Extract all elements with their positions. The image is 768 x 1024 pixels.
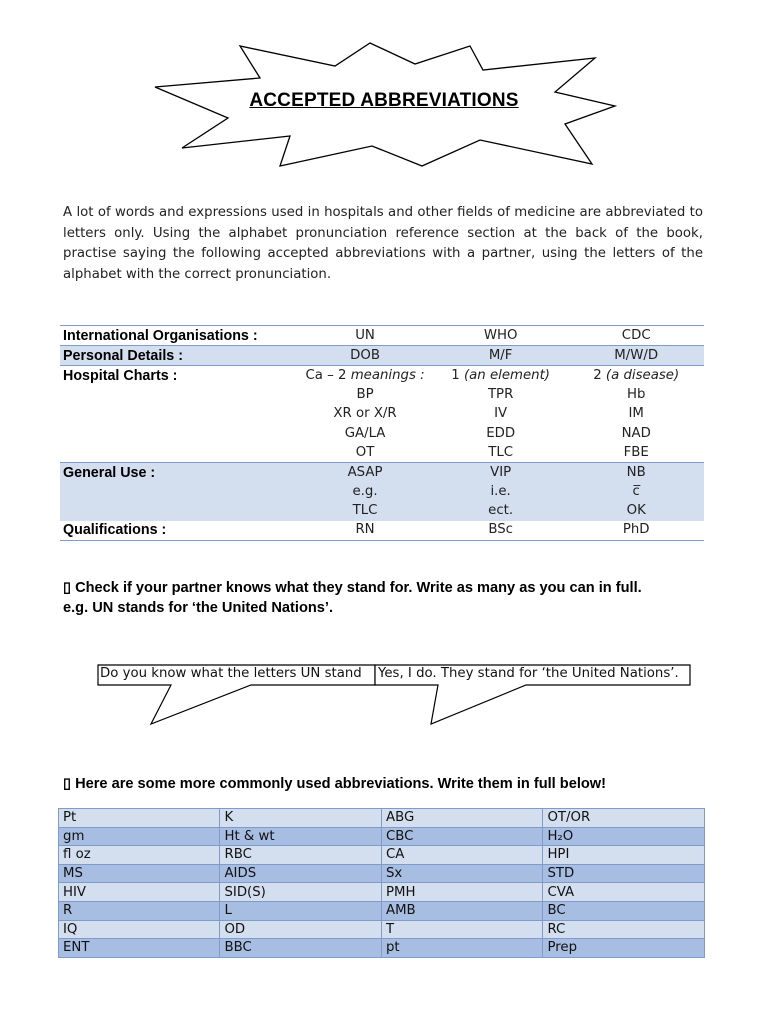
abbreviation-cell: ASAP <box>297 463 433 483</box>
table-row <box>60 483 704 502</box>
page-title: ACCEPTED ABBREVIATIONS <box>249 90 519 111</box>
abbreviation-cell: BBC <box>220 939 382 958</box>
abbreviation-cell: OK <box>568 502 704 521</box>
abbreviation-cell: OT <box>355 444 375 460</box>
abbreviation-cell: i.e. <box>433 483 569 502</box>
abbreviation-text: 2 <box>593 367 602 383</box>
abbreviation-cell: STD <box>543 864 705 883</box>
table-row <box>59 901 705 920</box>
abbreviation-cell: RN <box>297 521 433 541</box>
table-row <box>59 883 705 902</box>
instruction-more-abbreviations <box>63 774 723 794</box>
abbreviation-cell: NB <box>568 463 704 483</box>
abbreviation-note: meanings : <box>346 367 425 383</box>
abbreviation-cell: UN <box>297 326 433 346</box>
abbreviation-cell: fl oz <box>59 846 220 865</box>
table-row <box>59 827 705 846</box>
abbreviation-cell: R <box>59 901 220 920</box>
abbreviation-cell: ENT <box>59 939 220 958</box>
abbreviation-cell: WHO <box>433 326 569 346</box>
accepted-abbreviations-table <box>60 325 704 541</box>
table-row <box>59 809 705 828</box>
abbreviation-cell: PhD <box>568 521 704 541</box>
category-label <box>60 405 297 424</box>
table-row <box>60 405 704 424</box>
abbreviation-cell: CVA <box>543 883 705 902</box>
abbreviation-text: Ca – 2 <box>305 367 347 383</box>
abbreviation-cell: HPI <box>543 846 705 865</box>
abbreviation-cell: IM <box>628 406 644 422</box>
category-label: International Organisations : <box>60 326 297 346</box>
abbreviation-cell: K <box>220 809 382 828</box>
abbreviation-cell: c̅ <box>568 483 704 502</box>
abbreviation-cell: pt <box>381 939 542 958</box>
category-label <box>60 443 297 463</box>
abbreviation-cell <box>433 366 569 386</box>
abbreviation-cell: IQ <box>59 920 220 939</box>
common-abbreviations-table <box>58 808 705 958</box>
abbreviation-cell: EDD <box>486 425 516 441</box>
abbreviation-cell: XR or X/R <box>333 406 397 422</box>
abbreviation-cell: TLC <box>297 502 433 521</box>
table-row <box>60 521 704 541</box>
abbreviation-cell: BSc <box>433 521 569 541</box>
table-row <box>60 424 704 443</box>
abbreviation-cell: TLC <box>488 444 514 460</box>
table-row <box>59 920 705 939</box>
table-row <box>60 386 704 405</box>
abbreviation-cell: AIDS <box>220 864 382 883</box>
abbreviation-cell: IV <box>494 406 508 422</box>
abbreviation-cell: Pt <box>59 809 220 828</box>
abbreviation-cell: ect. <box>433 502 569 521</box>
abbreviation-cell: CA <box>381 846 542 865</box>
category-label: General Use : <box>60 463 297 483</box>
table-row <box>59 846 705 865</box>
abbreviation-cell: DOB <box>297 346 433 366</box>
abbreviation-cell: L <box>220 901 382 920</box>
abbreviation-cell: PMH <box>381 883 542 902</box>
abbreviation-cell <box>297 366 433 386</box>
abbreviation-note: (an element) <box>459 367 550 383</box>
category-label <box>60 483 297 502</box>
abbreviation-cell: Hb <box>626 387 646 403</box>
table-row <box>60 346 704 366</box>
abbreviation-note: (a disease) <box>601 367 680 383</box>
abbreviation-cell: M/W/D <box>568 346 704 366</box>
speech-bubble-answer: Yes, I do. They stand for ‘the United Nations’. <box>378 666 679 681</box>
abbreviation-cell: Ht & wt <box>220 827 382 846</box>
abbreviation-cell: OD <box>220 920 382 939</box>
category-label <box>60 502 297 521</box>
abbreviation-cell: e.g. <box>297 483 433 502</box>
abbreviation-cell: CDC <box>568 326 704 346</box>
abbreviation-cell: OT/OR <box>543 809 705 828</box>
abbreviation-cell: CBC <box>381 827 542 846</box>
intro-paragraph: A lot of words and expressions used in hospitals and other fields of medicine are abbreviated to letters only. Using the alphabet pronunciation reference section at the back of the book, practise saying the following accepted abbreviations with a partner, using the letters of the alphabet with the correct pronunciation. <box>63 205 703 282</box>
table-row <box>59 864 705 883</box>
instruction-check-partner <box>63 578 723 618</box>
abbreviation-cell: RBC <box>220 846 382 865</box>
abbreviation-cell: VIP <box>433 463 569 483</box>
table-row <box>60 463 704 483</box>
abbreviation-text: 1 <box>451 367 460 383</box>
bullet-box-icon: ▯ <box>63 580 72 596</box>
abbreviation-cell: gm <box>59 827 220 846</box>
table-row <box>59 939 705 958</box>
abbreviation-cell: Sx <box>381 864 542 883</box>
table-row <box>60 443 704 463</box>
instruction-text: Here are some more commonly used abbreviations. Write them in full below! <box>71 776 606 792</box>
category-label: Hospital Charts : <box>60 366 297 386</box>
abbreviation-cell: ABG <box>381 809 542 828</box>
abbreviation-cell: H₂O <box>543 827 705 846</box>
abbreviation-cell: BC <box>543 901 705 920</box>
abbreviation-cell: SID(S) <box>220 883 382 902</box>
category-label <box>60 386 297 405</box>
abbreviation-cell: M/F <box>433 346 569 366</box>
bullet-box-icon: ▯ <box>63 776 72 792</box>
abbreviation-cell <box>568 366 704 386</box>
abbreviation-cell: TPR <box>487 387 514 403</box>
table-row <box>60 326 704 346</box>
abbreviation-cell: Prep <box>543 939 705 958</box>
abbreviation-cell: BP <box>356 387 374 403</box>
table-row <box>60 502 704 521</box>
abbreviation-cell: FBE <box>623 444 649 460</box>
abbreviation-cell: MS <box>59 864 220 883</box>
abbreviation-cell: NAD <box>621 425 651 441</box>
instruction-text: Check if your partner knows what they stand for. Write as many as you can in full. <box>71 580 642 596</box>
table-row <box>60 366 704 386</box>
category-label <box>60 424 297 443</box>
abbreviation-cell: RC <box>543 920 705 939</box>
abbreviation-cell: AMB <box>381 901 542 920</box>
abbreviation-cell: HIV <box>59 883 220 902</box>
speech-bubble-question: Do you know what the letters UN stand <box>100 666 362 681</box>
category-label: Personal Details : <box>60 346 297 366</box>
abbreviation-cell: GA/LA <box>344 425 386 441</box>
category-label: Qualifications : <box>60 521 297 541</box>
instruction-example: e.g. UN stands for ‘the United Nations’. <box>63 600 334 616</box>
abbreviation-cell: T <box>381 920 542 939</box>
